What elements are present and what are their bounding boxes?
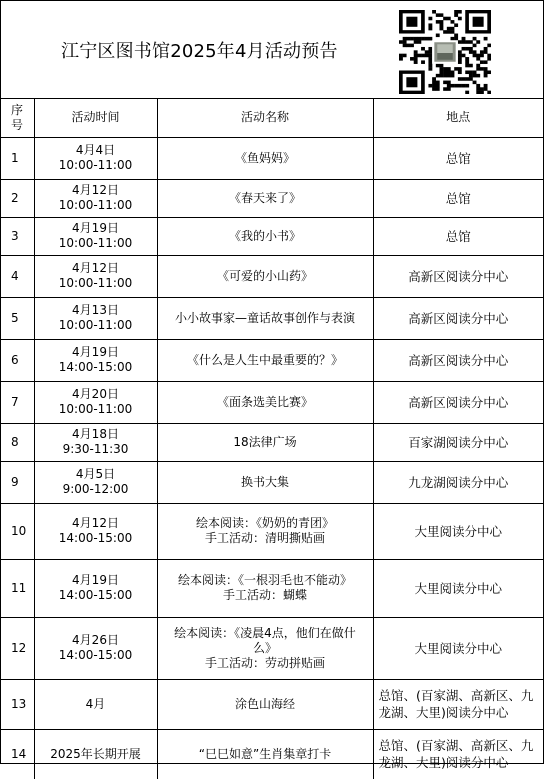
activity-title: 涂色山海经 [234, 696, 295, 711]
activity-title: 《鱼妈妈》 [234, 150, 295, 165]
activity-title: 绘本阅读：《奶奶的青团》 [195, 516, 334, 530]
activity-hours: 14:00-15:00 [58, 531, 133, 545]
activity-name [157, 617, 373, 679]
activity-hours: 10:00-11:00 [58, 236, 133, 250]
row-number: 10 [1, 503, 34, 559]
table-row [1, 461, 543, 503]
activity-hours: 14:00-15:00 [58, 588, 133, 602]
activity-name [157, 461, 373, 503]
activity-date: 4月20日 [72, 387, 119, 401]
row-number: 12 [1, 617, 34, 679]
activity-location: 总馆、(百家湖、高新区、九龙湖、大里)阅读分中心 [373, 679, 543, 729]
activity-hours: 14:00-15:00 [58, 360, 133, 374]
row-number: 1 [1, 137, 34, 179]
activity-time [34, 179, 157, 217]
activity-date: 4月12日 [72, 261, 119, 275]
activity-title: “巳巳如意”生肖集章打卡 [198, 746, 332, 761]
row-number: 8 [1, 423, 34, 461]
activity-table [1, 99, 543, 779]
activity-time [34, 461, 157, 503]
activity-time [34, 559, 157, 617]
activity-location: 九龙湖阅读分中心 [373, 461, 543, 503]
activity-time [34, 255, 157, 297]
table-row [1, 339, 543, 381]
activity-name [157, 179, 373, 217]
activity-time [34, 137, 157, 179]
activity-title: 18法律广场 [233, 434, 297, 449]
activity-location: 高新区阅读分中心 [373, 255, 543, 297]
row-number: 6 [1, 339, 34, 381]
activity-date: 4月4日 [75, 143, 116, 157]
activity-hours: 9:00-12:00 [62, 482, 129, 496]
activity-time [34, 423, 157, 461]
activity-location: 总馆 [373, 137, 543, 179]
row-number: 7 [1, 381, 34, 423]
activity-location: 高新区阅读分中心 [373, 297, 543, 339]
activity-hours: 10:00-11:00 [58, 158, 133, 172]
row-number: 13 [1, 679, 34, 729]
table-row [1, 255, 543, 297]
activity-date: 4月 [85, 696, 106, 711]
row-number: 9 [1, 461, 34, 503]
table-row [1, 559, 543, 617]
qr-code-icon [399, 10, 491, 94]
activity-name [157, 729, 373, 779]
activity-date: 4月12日 [72, 183, 119, 197]
activity-hours: 10:00-11:00 [58, 318, 133, 332]
activity-date: 4月19日 [72, 573, 119, 587]
activity-name [157, 559, 373, 617]
header-no: 序号 [1, 99, 34, 137]
activity-time [34, 679, 157, 729]
row-number: 5 [1, 297, 34, 339]
row-number: 2 [1, 179, 34, 217]
table-row [1, 679, 543, 729]
activity-time [34, 729, 157, 779]
activity-date: 4月13日 [72, 303, 119, 317]
table-row [1, 423, 543, 461]
activity-date: 2025年长期开展 [50, 746, 141, 761]
table-row [1, 297, 543, 339]
table-row [1, 617, 543, 679]
activity-name [157, 137, 373, 179]
table-row [1, 217, 543, 255]
row-number: 14 [1, 729, 34, 779]
activity-name [157, 255, 373, 297]
activity-name [157, 339, 373, 381]
activity-location: 总馆 [373, 179, 543, 217]
activity-subtitle: 手工活动：蝴蝶 [222, 588, 307, 602]
activity-title: 《春天来了》 [228, 190, 301, 205]
activity-title: 《可爱的小山药》 [216, 268, 313, 283]
page-title: 江宁区图书馆2025年4月活动预告 [61, 41, 338, 62]
activity-time [34, 503, 157, 559]
activity-location: 大里阅读分中心 [373, 617, 543, 679]
activity-date: 4月12日 [72, 516, 119, 530]
activity-title: 绘本阅读：《凌晨4点，他们在做什么》 [174, 625, 356, 655]
activity-hours: 14:00-15:00 [58, 648, 133, 662]
activity-hours: 9:30-11:30 [62, 442, 129, 456]
table-row [1, 381, 543, 423]
activity-location: 百家湖阅读分中心 [373, 423, 543, 461]
title-row [1, 1, 543, 99]
activity-title: 绘本阅读：《一根羽毛也不能动》 [177, 573, 352, 587]
activity-subtitle: 手工活动：劳动拼贴画 [204, 655, 325, 670]
activity-name [157, 297, 373, 339]
activity-name [157, 381, 373, 423]
activity-name [157, 679, 373, 729]
row-number: 11 [1, 559, 34, 617]
activity-location: 大里阅读分中心 [373, 559, 543, 617]
activity-date: 4月18日 [72, 427, 119, 441]
activity-date: 4月26日 [72, 633, 119, 647]
activity-time [34, 617, 157, 679]
activity-hours: 10:00-11:00 [58, 402, 133, 416]
activity-location: 总馆、(百家湖、高新区、九龙湖、大里)阅读分中心 [373, 729, 543, 779]
activity-title: 《面条选美比赛》 [216, 394, 313, 409]
activity-title: 小小故事家—童话故事创作与表演 [174, 310, 355, 325]
activity-title: 《我的小书》 [228, 228, 301, 243]
activity-location: 总馆 [373, 217, 543, 255]
activity-name [157, 423, 373, 461]
activity-title: 换书大集 [240, 474, 289, 489]
activity-location: 大里阅读分中心 [373, 503, 543, 559]
table-row [1, 137, 543, 179]
activity-time [34, 381, 157, 423]
table-row [1, 729, 543, 779]
activity-hours: 10:00-11:00 [58, 276, 133, 290]
activity-time [34, 339, 157, 381]
header-time: 活动时间 [34, 99, 157, 137]
table-row [1, 179, 543, 217]
activity-hours: 10:00-11:00 [58, 198, 133, 212]
activity-time [34, 297, 157, 339]
activity-time [34, 217, 157, 255]
table-header-row [1, 99, 543, 137]
row-number: 3 [1, 217, 34, 255]
activity-date: 4月5日 [75, 467, 116, 481]
activity-name [157, 217, 373, 255]
activity-date: 4月19日 [72, 345, 119, 359]
header-location: 地点 [373, 99, 543, 137]
header-name: 活动名称 [157, 99, 373, 137]
activity-location: 高新区阅读分中心 [373, 339, 543, 381]
activity-date: 4月19日 [72, 221, 119, 235]
activity-name [157, 503, 373, 559]
activity-title: 《什么是人生中最重要的？》 [186, 352, 343, 367]
table-row [1, 503, 543, 559]
activity-location: 高新区阅读分中心 [373, 381, 543, 423]
activity-subtitle: 手工活动：清明撕贴画 [204, 531, 325, 545]
row-number: 4 [1, 255, 34, 297]
